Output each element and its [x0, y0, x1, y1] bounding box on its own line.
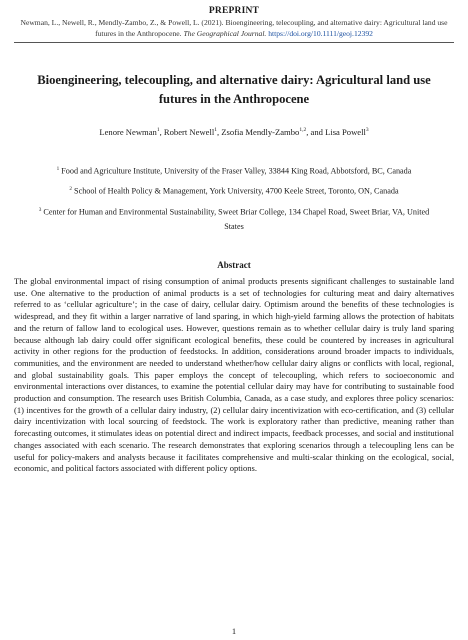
- affiliation-text: Center for Human and Environmental Sustainability, Sweet Briar College, 134 Chapel Road, Sweet Briar, VA, United States: [43, 207, 430, 231]
- author-name: Lisa Powell: [325, 127, 366, 137]
- author-separator: , and: [306, 127, 326, 137]
- author-separator: ,: [159, 127, 164, 137]
- abstract-body: The global environmental impact of rising consumption of animal products presents significant challenges to sustainable land use. One alternative to the production of animal products is a set of technologies for culturing meat and dairy alternatives referred to as ‘cellular agriculture’; in the case of dairy, cellular dairy. Optimism around the benefits of these technologies is widespread, and they fit within a larger narrative of land sparing, in which high-yield farming allows the protection of habitats and the return of fallow land to ecological uses. However, questions remain as to whether cellular dairy is truly land sparing because although lab dairy could offer significant ecological benefits, these could be countered by increases in agricultural activity in other regions for the production of feedstocks. In addition, considerations around broader impacts to individuals, communities, and the environment are needed to understand whether/how cellular dairy aligns or conflicts with local, regional, and global sustainability goals. This paper employs the concept of telecoupling, which refers to socioeconomic and environmental interactions over distances, to examine the potential cellular dairy may have for contributing to sustainable food production and consumption. The research uses British Columbia, Canada, as a case study, and explores three policy scenarios: (1) incentives for the growth of a cellular dairy industry, (2) cellular dairy incentivization with eco-certification, and (3) cellular dairy incentivization with local sourcing of feedstock. The work is exploratory rather than predictive, meaning rather than forecasting outcomes, it stimulates ideas on potential direct and indirect impacts, feedback processes, and social and institutional changes associated with each scenario. The research demonstrates that exploring scenarios through a telecoupling lens can be useful for policy-makers and analysts because it facilitates comprehensive and multi-scalar thinking on the ecological, social, economic, and political factors associated with different policy options.: [14, 276, 454, 474]
- citation-journal: The Geographical Journal.: [183, 28, 267, 38]
- preprint-label: PREPRINT: [208, 6, 260, 16]
- author-affil-mark: 1: [156, 127, 160, 134]
- author-name: Robert Newell: [163, 127, 215, 137]
- doi-link[interactable]: https://doi.org/10.1111/geoj.12392: [268, 28, 373, 38]
- affiliation-mark: 3: [38, 207, 42, 213]
- affiliation-3: [30, 203, 438, 234]
- citation-text: Newman, L., Newell, R., Mendly-Zambo, Z., & Powell, L. (2021). Bioengineering, telecoupling, and alternative dairy: Agricultural land use futures in the Anthropocene.: [20, 18, 448, 38]
- header-divider: [14, 42, 454, 43]
- citation: [14, 18, 454, 39]
- author-separator: ,: [217, 127, 222, 137]
- paper-title: Bioengineering, telecoupling, and alternative dairy: Agricultural land use futures in the Anthropocene: [37, 73, 431, 106]
- affiliation-mark: 1: [56, 166, 60, 172]
- author-affil-mark: 3: [365, 127, 369, 134]
- affiliation-mark: 2: [69, 186, 72, 192]
- page-number: 1: [231, 626, 237, 636]
- affiliation-text: School of Health Policy & Management, York University, 4700 Keele Street, Toronto, ON, Canada: [74, 186, 399, 196]
- author-list: [0, 127, 468, 137]
- affiliation-1: [0, 162, 468, 179]
- author-affil-mark: 1,2: [299, 127, 307, 134]
- affiliation-2: [0, 182, 468, 199]
- affiliation-text: Food and Agriculture Institute, University of the Fraser Valley, 33844 King Road, Abbotsford, BC, Canada: [61, 166, 412, 176]
- author-name: Lenore Newman: [99, 127, 157, 137]
- author-affil-mark: 1: [214, 127, 217, 134]
- author-name: Zsofia Mendly-Zambo: [221, 127, 300, 137]
- abstract-heading: Abstract: [217, 260, 251, 270]
